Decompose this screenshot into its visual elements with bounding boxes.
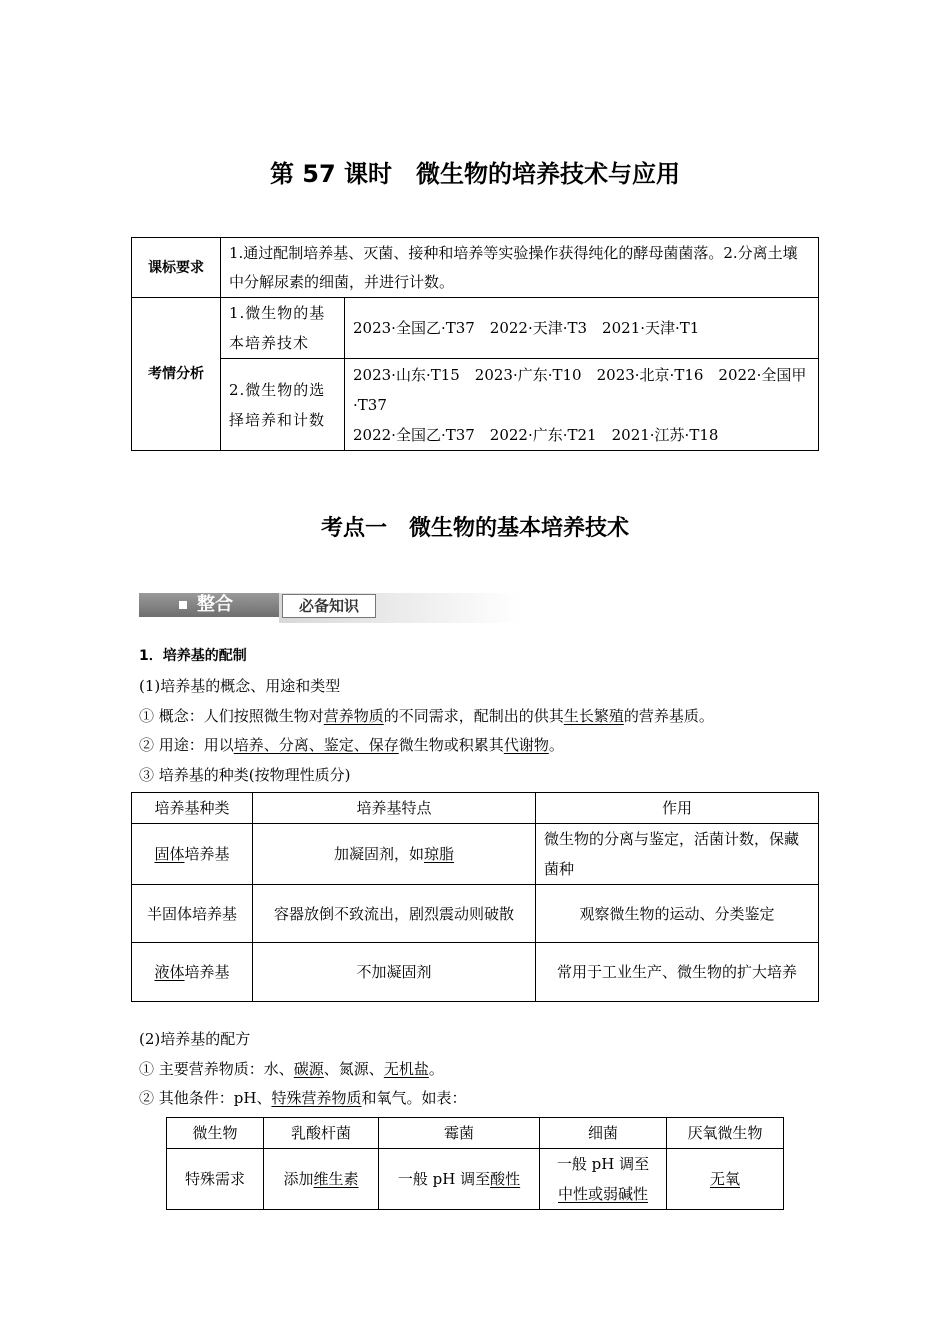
blank-answer: 营养物质 (323, 707, 384, 725)
usage-line: ② 用途：用以培养、分离、鉴定、保存微生物或积累其代谢物。 (139, 736, 564, 754)
table-row: 半固体培养基 容器放倒不致流出，剧烈震动则破散 观察微生物的运动、分类鉴定 (132, 885, 819, 943)
blank-answer: 培养、分离、鉴定、保存 (233, 736, 399, 754)
blank-answer: 碳源 (293, 1060, 324, 1078)
para-1: (1)培养基的概念、用途和类型 (139, 677, 341, 695)
special-needs-table (166, 1117, 784, 1210)
table-header: 细菌 (540, 1118, 667, 1149)
blank-answer: 琼脂 (424, 845, 455, 863)
square-bullet-icon (179, 601, 187, 609)
blank-answer: 固体 (154, 845, 185, 863)
blank-answer: 中性或弱碱性 (557, 1185, 648, 1203)
requirement-label: 课标要求 (132, 238, 221, 298)
analysis-label: 考情分析 (132, 298, 221, 451)
table-header: 培养基特点 (253, 793, 536, 824)
para-2: (2)培养基的配方 (139, 1030, 251, 1048)
topic2-refs-line-a: 2023·山东·T15 2023·广东·T10 2023·北京·T16 2022·全国甲·T37 (353, 365, 807, 414)
heading-1: 1．培养基的配制 (139, 648, 247, 664)
topic2-refs (345, 359, 819, 451)
table-header: 霉菌 (379, 1118, 540, 1149)
types-line: ③ 培养基的种类(按物理性质分) (139, 766, 351, 784)
requirement-text: 1.通过配制培养基、灭菌、接种和培养等实验操作获得纯化的酵母菌菌落。2.分离土壤中分解尿素的细菌，并进行计数。 (221, 238, 819, 298)
blank-answer: 液体 (154, 963, 185, 981)
banner-sub-label: 必备知识 (282, 594, 376, 618)
media-types-table (131, 792, 819, 1002)
topic1-refs: 2023·全国乙·T37 2022·天津·T3 2021·天津·T1 (345, 298, 819, 359)
topic2-refs-line-b: 2022·全国乙·T37 2022·广东·T21 2021·江苏·T18 (353, 425, 719, 444)
table-header: 厌氧微生物 (667, 1118, 784, 1149)
table-header: 培养基种类 (132, 793, 253, 824)
overview-table (131, 237, 819, 451)
blank-answer: 特殊营养物质 (271, 1089, 362, 1107)
table-header: 作用 (536, 793, 819, 824)
table-header: 微生物 (167, 1118, 264, 1149)
section-banner (139, 593, 521, 623)
table-header: 乳酸杆菌 (264, 1118, 379, 1149)
page-title: 第 57 课时 微生物的培养技术与应用 (269, 160, 681, 188)
banner-main-label: 整合 (197, 594, 233, 615)
blank-answer: 无机盐 (383, 1060, 429, 1078)
topic2-label: 2.微生物的选择培养和计数 (221, 359, 345, 451)
table-row: 特殊需求 添加维生素 一般 pH 调至酸性 一般 pH 调至 中性或弱碱性 无氧 (167, 1149, 784, 1210)
concept-line: ① 概念：人们按照微生物对营养物质的不同需求，配制出的供其生长繁殖的营养基质。 (139, 707, 714, 725)
nutrients-line: ① 主要营养物质：水、碳源、氮源、无机盐。 (139, 1060, 444, 1078)
blank-answer: 生长繁殖 (563, 707, 624, 725)
table-row: 固体培养基 加凝固剂，如琼脂 微生物的分离与鉴定，活菌计数，保藏菌种 (132, 824, 819, 885)
section-title: 考点一 微生物的基本培养技术 (320, 516, 629, 541)
blank-answer: 酸性 (490, 1170, 521, 1188)
table-row: 液体培养基 不加凝固剂 常用于工业生产、微生物的扩大培养 (132, 943, 819, 1002)
blank-answer: 维生素 (313, 1170, 359, 1188)
conditions-line: ② 其他条件：pH、特殊营养物质和氧气。如表： (139, 1089, 467, 1107)
topic1-label: 1.微生物的基本培养技术 (221, 298, 345, 359)
blank-answer: 无氧 (709, 1170, 740, 1188)
blank-answer: 代谢物 (503, 736, 549, 754)
